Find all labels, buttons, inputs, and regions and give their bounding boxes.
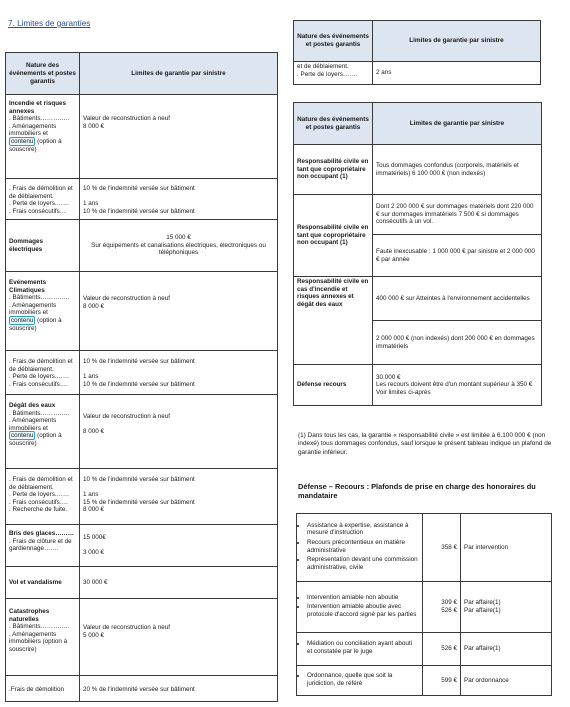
defense-amount: 358 € [423,514,461,582]
header-limits: Limites de garantie par sinistre [373,21,541,62]
list-item: • Recours précontentieux en matière administrative [307,539,419,554]
table-row: Bris des glaces……… . Frais de clôture et de gardiennage……. 15 000€ 3 000 € [6,525,278,567]
limits-table-left [5,52,278,702]
list-item: • Assistance à expertise, assistance à mesure d'instruction [307,522,419,537]
defense-unit: Par affaire(1) Par affaire(1) [461,582,552,633]
row-title: Incendie et risques annexes [9,100,67,115]
header-limits: Limites de garantie par sinistre [80,53,278,95]
table-row: .Frais de démolition 20 % de l'indemnité versée sur bâtiment [6,676,278,702]
row-title: Catastrophes naturelles [9,608,50,623]
rc-table [293,102,542,406]
footnote: (1) Dans tous les cas, la garantie « responsabilité civile » est limitée à 6.100 000 € (non indexé) tous dommages confondus, sauf lorsque le présent tableau indique un plafond de garantie inférieur. [298,432,552,456]
table-row: Dégât des eaux . Bâtiments………….. . Aménagements immobiliers et contenu (option à souscrire) Valeur de reconstruction à neuf 8 000 € [6,395,278,469]
row-title: Dommages électriques [6,220,80,272]
defense-unit: Par intervention [461,514,552,582]
defense-row [297,633,552,666]
defense-items [297,633,423,666]
header-nature: Nature des événements et postes garantis [294,103,373,145]
defense-table [296,513,552,696]
table-row: Evénements Climatiques . Bâtiments………….. . Aménagements immobiliers et contenu (option à souscrire) Valeur de reconstruction à neuf 8 000 € [6,272,278,351]
table-row: . Frais de démolition et de déblaiement. . Perte de loyers.…… . Frais consécutifs… 10 % de l'indemnité versée sur bâtiment 1 ans 10 % de l'indemnité versée sur bâtiment [6,179,278,220]
header-nature: Nature des événements et postes garantis [294,21,373,62]
defense-unit: Par affaire(1) [461,633,552,666]
table-row: Responsabilité civile en tant que copropriétaire non occupant (1) Tous dommages confondus (corporels, matériels et immatériels) 6 100 000 € (non indexés) [294,145,542,195]
table-row: Vol et vandalisme 30 000 € [6,567,278,599]
page-title: 7. Limites de garanties [8,19,91,28]
table-row: . Frais de démolition et de déblaiement. . Perte de loyers.…… . Frais consécutifs…. . Recherche de fuite. 10 % de l'indemnité versée sur bâtiment 1 ans 15 % de l'indemnité versée sur bâtiment 8 000 € [6,469,278,525]
row-title: Défense recours [294,365,373,406]
limits-table-continuation [293,20,541,85]
defense-items [297,666,423,696]
table-row: Incendie et risques annexes . Bâtiments………….. . Aménagements immobiliers et contenu (option à souscrire) Valeur de reconstruction à neuf 8 000 € [6,95,278,179]
row-title: Responsabilité civile en cas d'incendie et risques annexes et dégât des eaux [294,277,373,365]
list-item: • Intervention amiable non aboutie [307,594,419,602]
defense-row [297,666,552,696]
defense-row [297,514,552,582]
list-item: . Aménagements immobiliers et [9,122,57,138]
table-row: 2 000 000 € (non indexés) dont 200 000 € en dommages immatériels [294,321,542,365]
list-item: • Médiation ou conciliation ayant abouti et constatée par le juge [307,640,419,655]
table-row: Défense recours 30.000 € Les recours doivent être d'un montant supérieur à 350 € Voir limites ci-après [294,365,542,406]
list-item: . Bâtiments………….. [9,115,70,123]
table-row: Dommages électriques 15 000 € Sur équipements et canalisations électriques, électroniques ou téléphoniques [6,220,278,272]
highlight-contenu: contenu [11,316,34,324]
defense-amount: 309 € 526 € [423,582,461,633]
defense-row [297,582,552,633]
table-row: et de déblaiement. . Perte de loyers……. 2 ans [294,62,541,85]
defense-amount: 599 € [423,666,461,696]
table-row: Faute inexcusable : 1 000 000 € par sinistre et 2 000 000 € par année [294,235,542,277]
header-nature: Nature des événements et postes garantis [6,53,80,95]
defense-items [297,582,423,633]
table-row: Catastrophes naturelles . Bâtiments………….. . Aménagements immobiliers (option à souscrire) Valeur de reconstruction à neuf 5 000 € [6,599,278,676]
list-item: • Représentation devant une commission administrative, civile [307,556,419,571]
row-title: Bris des glaces……… [9,530,75,537]
list-item: • Intervention amiable aboutie avec protocole d'accord signé par les parties [307,603,419,618]
list-item: • Ordonnance, quelle que soit la juridiction, de référé [307,672,419,687]
row-title: Vol et vandalisme [6,567,80,599]
defense-items [297,514,423,582]
defense-title: Défense – Recours : Plafonds de prise en charge des honoraires du mandataire [298,482,536,501]
table-row: Responsabilité civile en tant que copropriétaire non occupant (1) Dont 2 200 000 € sur dommages matériels dont 220 000 € sur dommages immatériels 7 500 € si dommages consécutifs à un vol. [294,195,542,235]
highlight-contenu: contenu [11,432,34,440]
table-row: Responsabilité civile en cas d'incendie et risques annexes et dégât des eaux 400 000 € sur Atteintes à l'environnement accidentelles [294,277,542,321]
row-title: Dégât des eaux [9,402,56,409]
header-limits: Limites de garantie par sinistre [373,103,542,145]
row-title: Responsabilité civile en tant que copropriétaire non occupant (1) [294,195,373,277]
highlight-contenu: contenu [11,137,34,145]
row-title: Evénements Climatiques [9,279,47,294]
table-row: . Frais de démolition et de déblaiement. . Perte de loyers.…… . Frais consécutifs…. 10 % de l'indemnité versée sur bâtiment 1 ans 10 % de l'indemnité versée sur bâtiment [6,351,278,395]
defense-unit: Par ordonnance [461,666,552,696]
defense-amount: 526 € [423,633,461,666]
row-title: Responsabilité civile en tant que copropriétaire non occupant (1) [294,145,373,195]
